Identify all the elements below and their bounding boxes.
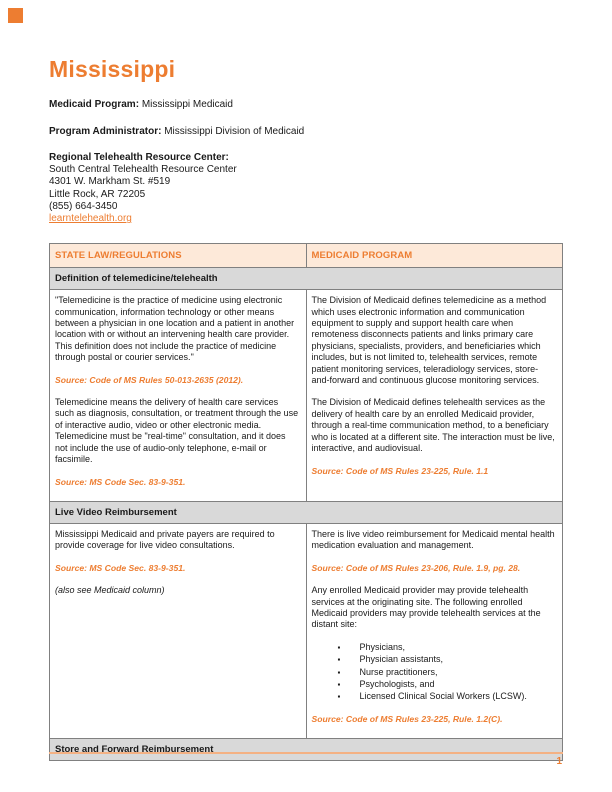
- page-title: Mississippi: [49, 56, 176, 82]
- state-law-cell: [50, 523, 307, 738]
- source-citation: Source: Code of MS Rules 23-225, Rule. 1.1: [311, 465, 489, 476]
- section-heading: Live Video Reimbursement: [50, 501, 563, 523]
- resource-center-block: [49, 152, 563, 225]
- section-content-row: [50, 290, 563, 502]
- cell-note: (also see Medicaid column): [55, 585, 165, 596]
- column-header: MEDICAID PROGRAM: [306, 244, 563, 268]
- page-corner-marker: [8, 8, 23, 23]
- bullet-item: ▪ Psychologists, and: [338, 679, 557, 690]
- section-content-row: [50, 523, 563, 738]
- section-row: [50, 739, 563, 761]
- footer-divider: [49, 752, 563, 754]
- page-number: 1: [556, 756, 562, 767]
- state-law-cell: [50, 290, 307, 502]
- medicaid-program-cell: [306, 290, 563, 502]
- resource-center-link[interactable]: learntelehealth.org: [49, 213, 132, 225]
- cell-paragraph: There is live video reimbursement for Medicaid mental health medication evaluation and management.: [311, 528, 555, 551]
- medicaid-program-cell: [306, 523, 563, 738]
- cell-paragraph: The Division of Medicaid defines telehealth services as the delivery of health care by an enrolled Medicaid provider, through a real-time communication method, to a beneficiary who is located at a different site. The interaction must be live, interactive, and audiovisual.: [311, 397, 555, 454]
- resource-center-line: South Central Telehealth Resource Center: [49, 164, 237, 176]
- medicaid-program-field: [49, 99, 563, 112]
- section-row: [50, 501, 563, 523]
- medicaid-program-value: Mississippi Medicaid: [141, 99, 233, 110]
- column-header: STATE LAW/REGULATIONS: [50, 244, 307, 268]
- program-administrator-value: Mississippi Division of Medicaid: [164, 125, 305, 137]
- bullet-item: ▪ Physician assistants,: [338, 654, 557, 665]
- bullet-item: ▪ Licensed Clinical Social Workers (LCSW).: [338, 691, 557, 702]
- program-administrator-label: Program Administrator:: [49, 125, 162, 137]
- resource-center-line: (855) 664-3450: [49, 200, 118, 212]
- section-heading: Store and Forward Reimbursement: [50, 739, 563, 761]
- cell-paragraph: Mississippi Medicaid and private payers are required to provide coverage for live video consultations.: [55, 528, 275, 551]
- bullet-item: ▪ Nurse practitioners,: [338, 667, 557, 678]
- section-row: [50, 268, 563, 290]
- source-citation: Source: MS Code Sec. 83-9-351.: [55, 562, 186, 573]
- medicaid-program-label: Medicaid Program:: [49, 99, 140, 110]
- resource-center-label: Regional Telehealth Resource Center:: [49, 152, 229, 163]
- cell-paragraph: Telemedicine means the delivery of health care services such as diagnosis, consultation, or treatment through the use of interactive audio, video or other electronic media. Telemedicine must be "real-time" consultation, and it does not include the use of audio-only telephone, e-mail or facsimile.: [55, 397, 299, 465]
- source-citation: Source: Code of MS Rules 50-013-2635 (2012).: [55, 374, 244, 385]
- resource-center-line: 4301 W. Markham St. #519: [49, 176, 171, 188]
- source-citation: Source: Code of MS Rules 23-206, Rule. 1.9, pg. 28.: [311, 562, 521, 573]
- section-heading: Definition of telemedicine/telehealth: [50, 268, 563, 290]
- source-citation: Source: Code of MS Rules 23-225, Rule. 1.2(C).: [311, 713, 503, 724]
- comparison-table: [49, 243, 563, 761]
- cell-paragraph: "Telemedicine is the practice of medicine using electronic communication, information technology or other means between a physician in one location and a patient in another location with or without an intervening health care provider. This definition does not include the practice of medicine through postal or courier services.": [55, 295, 295, 363]
- bullet-list: [312, 642, 557, 703]
- bullet-item: ▪ Physicians,: [338, 642, 557, 653]
- cell-paragraph: The Division of Medicaid defines telemedicine as a method which uses electronic information and communication equipment to supply and support health care when remoteness disconnects patients and links primary care physicians, specialists, providers, and beneficiaries which includes, but is not limited to, telehealth services, remote patient monitoring services, teleradiology services, store-and-forward and continuous glucose monitoring services.: [311, 295, 547, 386]
- program-administrator-field: [49, 126, 563, 139]
- source-citation: Source: MS Code Sec. 83-9-351.: [55, 476, 186, 487]
- resource-center-line: Little Rock, AR 72205: [49, 188, 146, 200]
- cell-paragraph: Any enrolled Medicaid provider may provide telehealth services at the originating site. The following enrolled Medicaid providers may provide telehealth services at the distant site:: [311, 585, 541, 630]
- table-header-row: [50, 244, 563, 268]
